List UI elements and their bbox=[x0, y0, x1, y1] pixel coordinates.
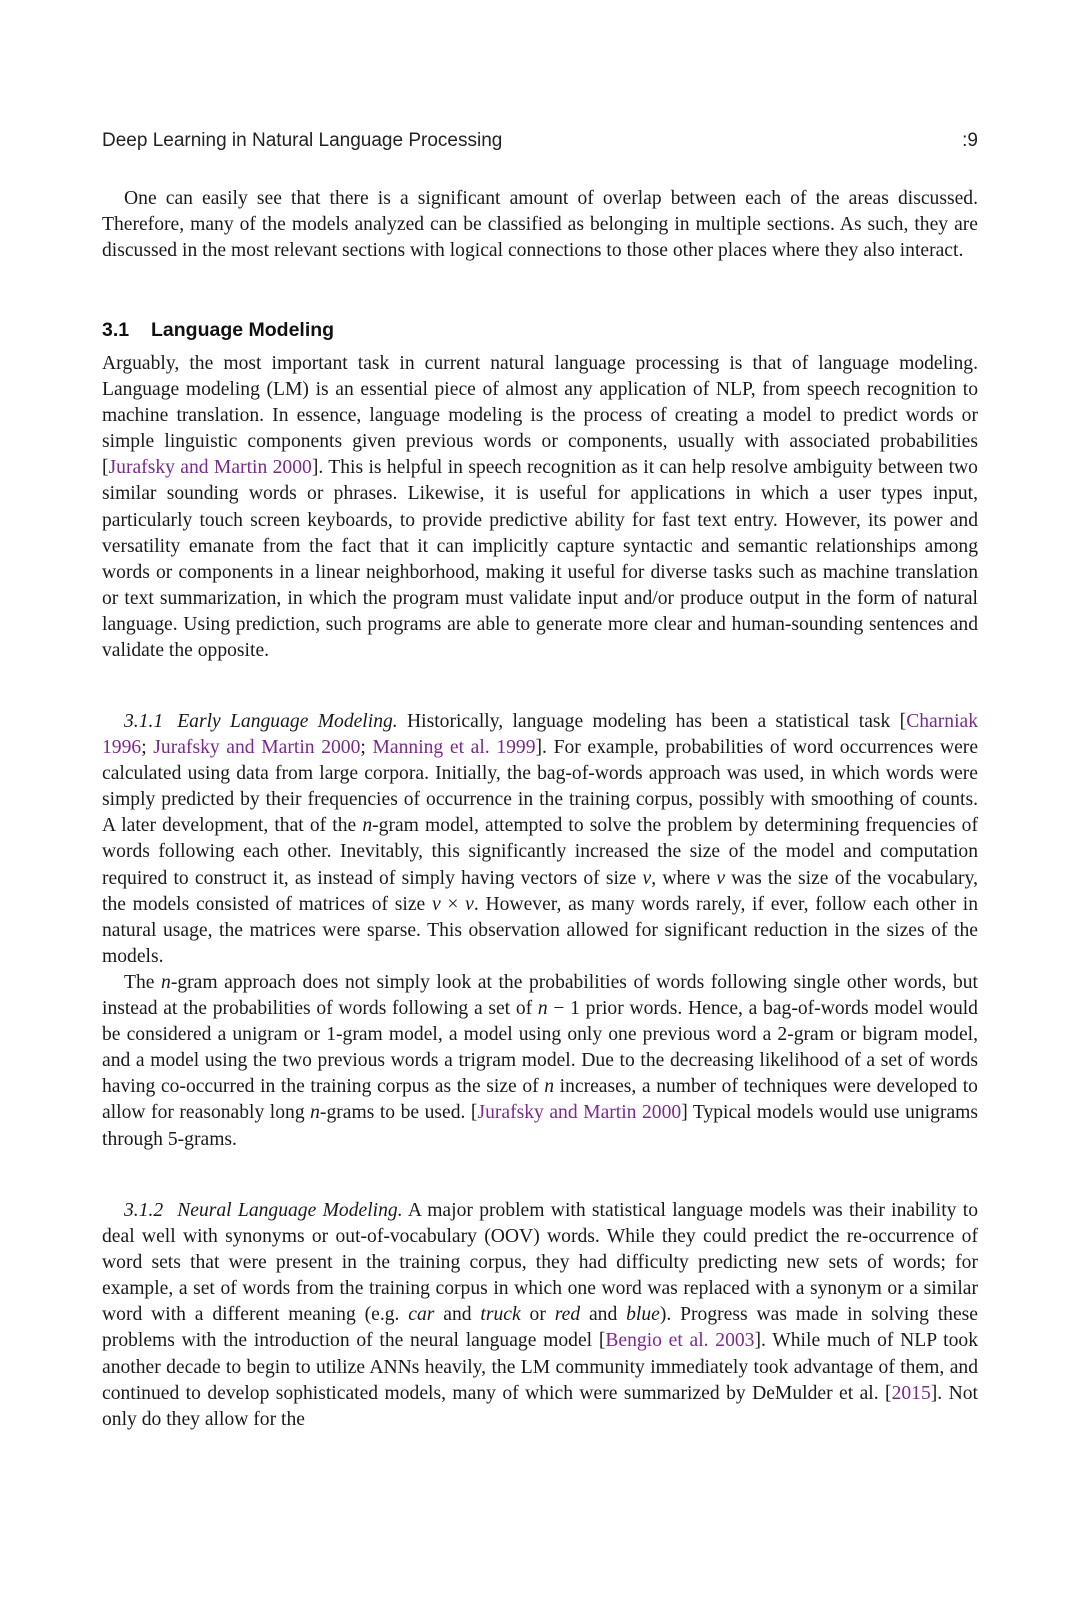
intro-paragraph: One can easily see that there is a significant amount of overlap between each of the areas discussed. Therefore, many of the models analyzed can be classified as belonging in multiple sections. As such, they are discussed in the most relevant sections with logical connections to those other places where they also interact. bbox=[102, 188, 978, 262]
math-var: n bbox=[544, 1076, 555, 1098]
running-title: Deep Learning in Natural Language Processing bbox=[102, 130, 503, 151]
running-header bbox=[102, 130, 978, 152]
math-var: n bbox=[362, 815, 373, 837]
text-run: or bbox=[520, 1304, 555, 1326]
text-run: Historically, language modeling has been a statistical task [ bbox=[397, 711, 907, 732]
text-run: . However, as many words rarely, if ever, follow each other in natural usage, the matrices were sparse. This observation allowed for significant reduction in the sizes of the models. bbox=[102, 893, 978, 967]
neural-lm-paragraph bbox=[102, 1198, 978, 1433]
math-var: v bbox=[642, 867, 652, 889]
math-var: v bbox=[431, 893, 441, 915]
text-run: , where bbox=[651, 867, 717, 889]
text-run: increases, a number of techniques were developed to allow for reasonably long bbox=[102, 1076, 978, 1124]
emphasis: blue bbox=[626, 1304, 660, 1326]
text-run: -gram approach does not simply look at the probabilities of words following single other words, but instead at the probabilities of words following a set of bbox=[102, 971, 978, 1020]
text-run: -grams to be used. [ bbox=[319, 1102, 478, 1124]
text-run: -gram model, attempted to solve the problem by determining frequencies of words following each other. Inevitably, this significantly increased the size of the model and computation required to construct it, as instead of simply having vectors of size bbox=[102, 815, 978, 889]
section-number: 3.1 bbox=[102, 319, 130, 341]
citation-link[interactable]: Charniak 1996 bbox=[102, 711, 979, 759]
text-run: and bbox=[580, 1304, 627, 1326]
citation-link[interactable]: Bengio et al. 2003 bbox=[605, 1330, 755, 1352]
text-run: Arguably, the most important task in current natural language processing is that of language modeling. Language modeling (LM) is an essential piece of almost any application of NLP, from speech recognition to machine translation. In essence, language modeling is the process of creating a model to predict words or simple linguistic components given previous words or components, usually with associated probabilities [ bbox=[102, 353, 978, 479]
section-heading-3-1 bbox=[102, 319, 334, 342]
citation-link[interactable]: Manning et al. 1999 bbox=[372, 737, 536, 759]
text-run: ] Typical models would use unigrams through 5-grams. bbox=[102, 1102, 979, 1150]
intro-block bbox=[102, 186, 978, 264]
math-var: n bbox=[310, 1102, 320, 1124]
math-var: n bbox=[161, 971, 171, 993]
subsection-number: 3.1.2 bbox=[124, 1200, 164, 1221]
citation-link[interactable]: Jurafsky and Martin 2000 bbox=[108, 457, 312, 479]
emphasis: red bbox=[554, 1304, 581, 1326]
citation-link[interactable]: 2015 bbox=[891, 1382, 931, 1404]
math-var: n bbox=[537, 998, 548, 1020]
text-run: ; bbox=[141, 737, 154, 759]
subsection-title: Neural Language Modeling. bbox=[177, 1200, 403, 1221]
citation-link[interactable]: Jurafsky and Martin 2000 bbox=[477, 1102, 682, 1124]
section-3-1-2-body bbox=[102, 1198, 978, 1433]
subsection-number: 3.1.1 bbox=[124, 711, 164, 732]
early-lm-paragraph-1 bbox=[102, 709, 978, 970]
text-run: ]. This is helpful in speech recognition as it can help resolve ambiguity between two similar sounding words or phrases. Likewise, it is useful for applications in which a user types input, particularly touch screen keyboards, to provide predictive ability for fast text entry. However, its power and versatility emanate from the fact that it can implicitly capture syntactic and semantic relationships among words or components in a linear neighborhood, making it useful for diverse tasks such as machine translation or text summarization, in which the program must validate input and/or produce output in the form of natural language. Using prediction, such programs are able to generate more clear and human-sounding sentences and validate the opposite. bbox=[102, 457, 978, 662]
text-run: ]. While much of NLP took another decade to begin to utilize ANNs heavily, the LM community immediately took advantage of them, and continued to develop sophisticated models, many of which were summarized by DeMulder et al. [ bbox=[102, 1330, 978, 1404]
text-run: − 1 prior words. Hence, a bag-of-words model would be considered a unigram or 1-gram model, a model using only one previous word a 2-gram or bigram model, and a model using the two previous words a trigram model. Due to the decreasing likelihood of a set of words having co-occurred in the training corpus as the size of bbox=[102, 998, 978, 1098]
math-op: × bbox=[440, 893, 466, 915]
section-3-1-body bbox=[102, 351, 978, 664]
text-run: ; bbox=[360, 737, 373, 759]
math-var: v bbox=[465, 893, 474, 915]
section-title: Language Modeling bbox=[151, 319, 335, 341]
early-lm-paragraph-2 bbox=[102, 970, 978, 1153]
text-run: and bbox=[434, 1304, 481, 1326]
lm-paragraph bbox=[102, 351, 978, 664]
subsection-title: Early Language Modeling. bbox=[177, 711, 398, 732]
page-number: :9 bbox=[962, 130, 978, 151]
text-run: A major problem with statistical language models was their inability to deal well with synonyms or out-of-vocabulary (OOV) words. While they could predict the re-occurrence of word sets that were present in the training corpus, they had difficulty predicting new sets of words; for example, a set of words from the training corpus in which one word was replaced with a synonym or a similar word with a different meaning (e.g. bbox=[102, 1200, 979, 1326]
text-run: ). Progress was made in solving these problems with the introduction of the neural language model [ bbox=[102, 1304, 978, 1352]
text-run: was the size of the vocabulary, the models consisted of matrices of size bbox=[102, 867, 978, 915]
text-run: The bbox=[124, 971, 162, 993]
emphasis: truck bbox=[480, 1304, 521, 1326]
text-run: ]. Not only do they allow for the bbox=[102, 1382, 978, 1430]
citation-link[interactable]: Jurafsky and Martin 2000 bbox=[153, 737, 361, 759]
math-var: v bbox=[716, 867, 726, 889]
text-run: ]. For example, probabilities of word occurrences were calculated using data from large corpora. Initially, the bag-of-words approach was used, in which words were simply predicted by their frequencies of occurrence in the training corpus, possibly with smoothing of counts. A later development, that of the bbox=[102, 737, 979, 837]
section-3-1-1-body bbox=[102, 709, 978, 1153]
emphasis: car bbox=[408, 1304, 435, 1326]
